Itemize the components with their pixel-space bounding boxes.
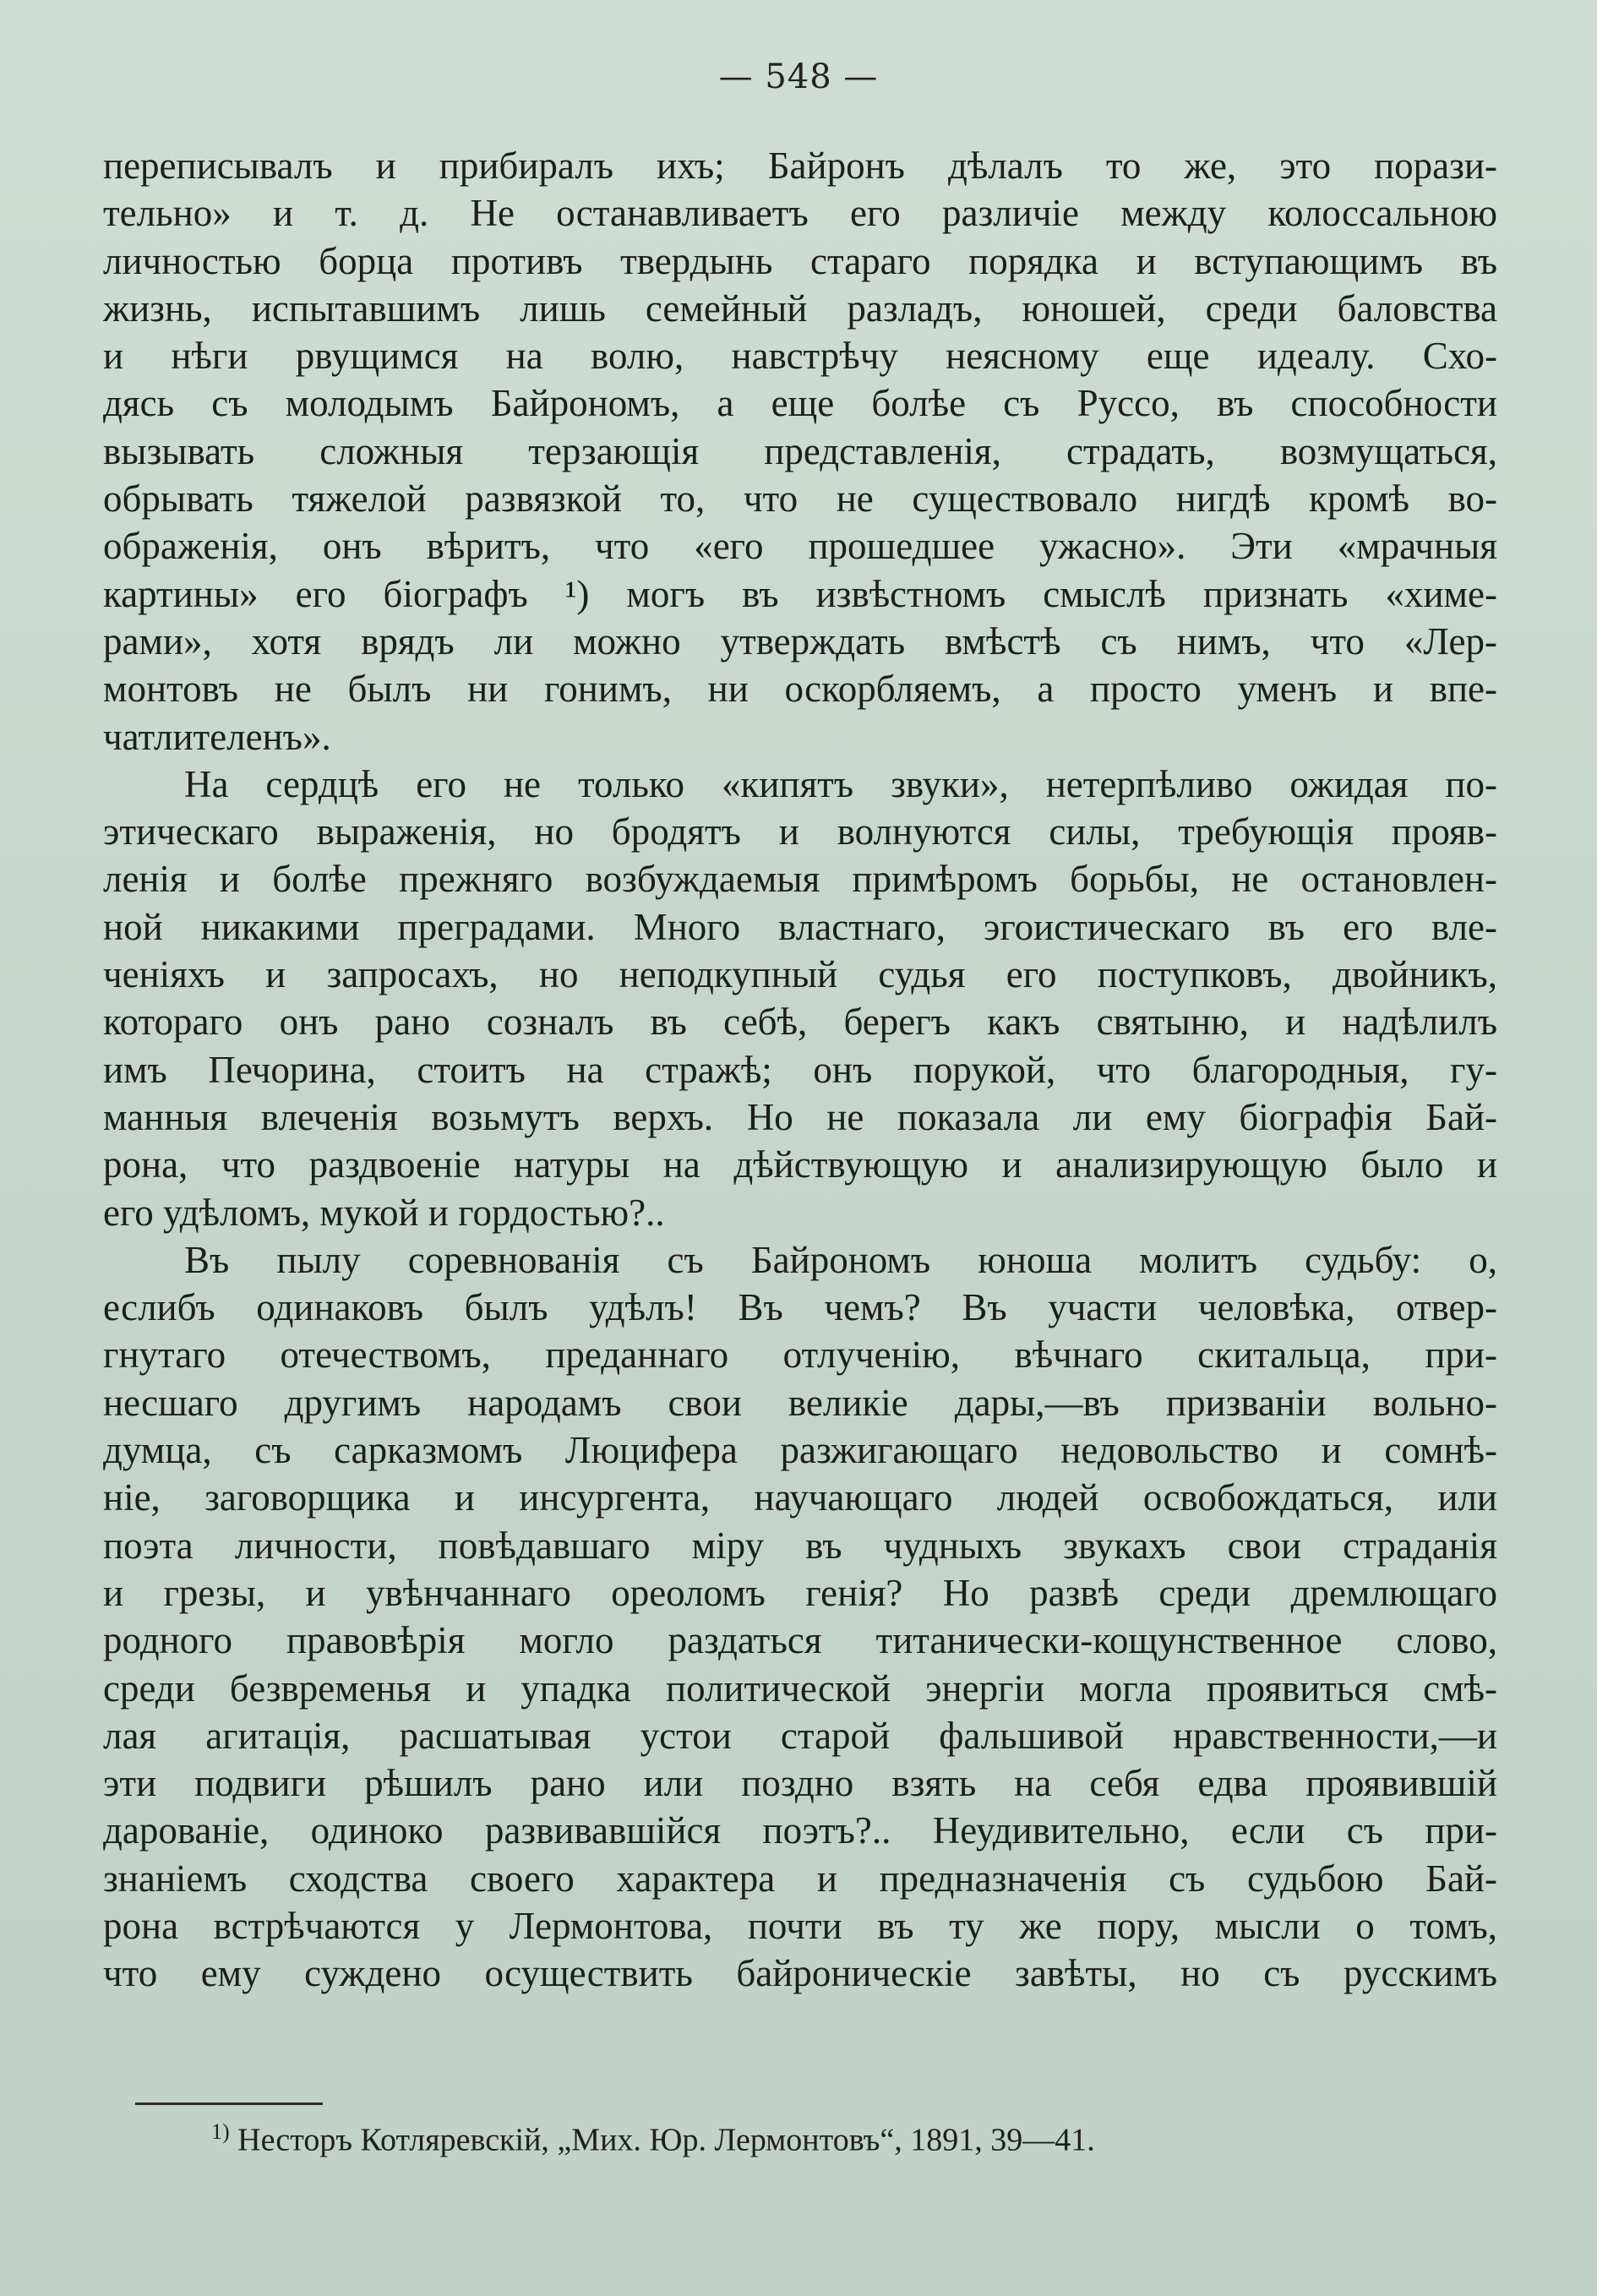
footnote bbox=[211, 2119, 1095, 2159]
text-line: эти подвиги рѣшилъ рано или поздно взять на себя едва проявившій bbox=[103, 1762, 1497, 1805]
body-text bbox=[103, 142, 1497, 1998]
text-line: этическаго выраженія, но бродятъ и волнуются силы, требующія прояв- bbox=[103, 810, 1497, 854]
text-line: среди безвременья и упадка политической энергіи могла проявиться смѣ- bbox=[103, 1666, 1497, 1710]
text-line: ніе, заговорщика и инсургента, научающаго людей освобождаться, или bbox=[103, 1476, 1497, 1519]
text-line: рона, что раздвоеніе натуры на дѣйствующую и анализирующую было и bbox=[103, 1143, 1497, 1186]
text-line: ной никакими преградами. Много властнаго, эгоистическаго въ его влe- bbox=[103, 905, 1497, 948]
text-line: что ему суждено осуществить байроническіе завѣты, но съ русскимъ bbox=[103, 1952, 1497, 1995]
text-line: его удѣломъ, мукой и гордостью?.. bbox=[103, 1191, 665, 1234]
footnote-text: Несторъ Котляревскій, „Мих. Юр. Лермонтовъ“, 1891, 39—41. bbox=[237, 2122, 1095, 2158]
text-line: и нѣги рвущимся на волю, навстрѣчу неясному еще идеалу. Схо- bbox=[103, 335, 1497, 378]
text-line: На сердцѣ его не только «кипятъ звуки», нетерпѣливо ожидая по- bbox=[184, 762, 1497, 805]
text-line: родного правовѣрія могло раздаться титанически-кощунственное слово, bbox=[103, 1619, 1497, 1662]
text-line: личностью борца противъ твердынь стараго порядка и вступающимъ въ bbox=[103, 239, 1497, 282]
text-line: обрывать тяжелой развязкой то, что не существовало нигдѣ кромѣ во- bbox=[103, 477, 1497, 521]
text-line: думца, съ сарказмомъ Люцифера разжигающаго недовольство и сомнѣ- bbox=[103, 1429, 1497, 1472]
text-line: лая агитація, расшатывая устои старой фальшивой нравственности,—и bbox=[103, 1714, 1497, 1757]
text-line: поэта личности, повѣдавшаго міру въ чудныхъ звукахъ свои страданія bbox=[103, 1524, 1497, 1567]
text-line: рами», хотя врядъ ли можно утверждать вмѣстѣ съ нимъ, что «Лер- bbox=[103, 619, 1497, 663]
text-line: несшаго другимъ народамъ свои великіе дары,—въ призваніи вольно- bbox=[103, 1381, 1497, 1424]
text-line: ченіяхъ и запросахъ, но неподкупный судья его поступковъ, двойникъ, bbox=[103, 953, 1497, 996]
text-line: ображенія, онъ вѣритъ, что «его прошедшее ужасно». Эти «мрачныя bbox=[103, 525, 1497, 568]
text-line: Въ пылу соревнованія съ Байрономъ юноша молитъ судьбу: о, bbox=[184, 1238, 1497, 1281]
text-line: жизнь, испытавшимъ лишь семейный разладъ, юношей, среди баловства bbox=[103, 286, 1497, 330]
text-line: дясь съ молодымъ Байрономъ, а еще болѣе съ Руссо, въ способности bbox=[103, 382, 1497, 425]
footnote-rule bbox=[135, 2102, 323, 2105]
text-line: картины» его біографъ ¹) могъ въ извѣстномъ смыслѣ признать «химе- bbox=[103, 572, 1497, 615]
text-line: гнутаго отечествомъ, преданнаго отлученію, вѣчнаго скитальца, при- bbox=[103, 1333, 1497, 1377]
page-number: — 548 — bbox=[718, 57, 879, 96]
text-line: еслибъ одинаковъ былъ удѣлъ! Въ чемъ? Въ участи человѣка, отвер- bbox=[103, 1286, 1497, 1329]
text-line: манныя влеченія возьмутъ верхъ. Но не показала ли ему біографія Бай- bbox=[103, 1095, 1497, 1138]
text-line: чатлителенъ». bbox=[103, 715, 331, 758]
text-line: вызывать сложныя терзающія представленія, страдать, возмущаться, bbox=[103, 429, 1497, 472]
text-line: котораго онъ рано созналъ въ себѣ, берегъ какъ святыню, и надѣлилъ bbox=[103, 1001, 1497, 1044]
text-line: переписывалъ и прибиралъ ихъ; Байронъ дѣлалъ то же, это порази- bbox=[103, 145, 1497, 187]
text-line: дарованіе, одиноко развивавшійся поэтъ?.. Неудивительно, если съ при- bbox=[103, 1809, 1497, 1852]
text-line: ленія и болѣе прежняго возбуждаемыя примѣромъ борьбы, не остановлен- bbox=[103, 858, 1497, 901]
text-line: рона встрѣчаются у Лермонтова, почти въ ту же пору, мысли о томъ, bbox=[103, 1904, 1497, 1947]
text-line: тельно» и т. д. Не останавливаетъ его различіе между колоссальною bbox=[103, 192, 1497, 235]
footnote-marker: 1) bbox=[211, 2119, 230, 2144]
text-line: имъ Печорина, стоитъ на стражѣ; онъ порукой, что благородныя, гу- bbox=[103, 1048, 1497, 1091]
text-line: и грезы, и увѣнчаннаго ореоломъ генія? Но развѣ среди дремлющаго bbox=[103, 1571, 1497, 1614]
text-line: монтовъ не былъ ни гонимъ, ни оскорбляемъ, а просто уменъ и впе- bbox=[103, 668, 1497, 711]
text-line: знаніемъ сходства своего характера и предназначенія съ судьбою Бай- bbox=[103, 1857, 1497, 1900]
